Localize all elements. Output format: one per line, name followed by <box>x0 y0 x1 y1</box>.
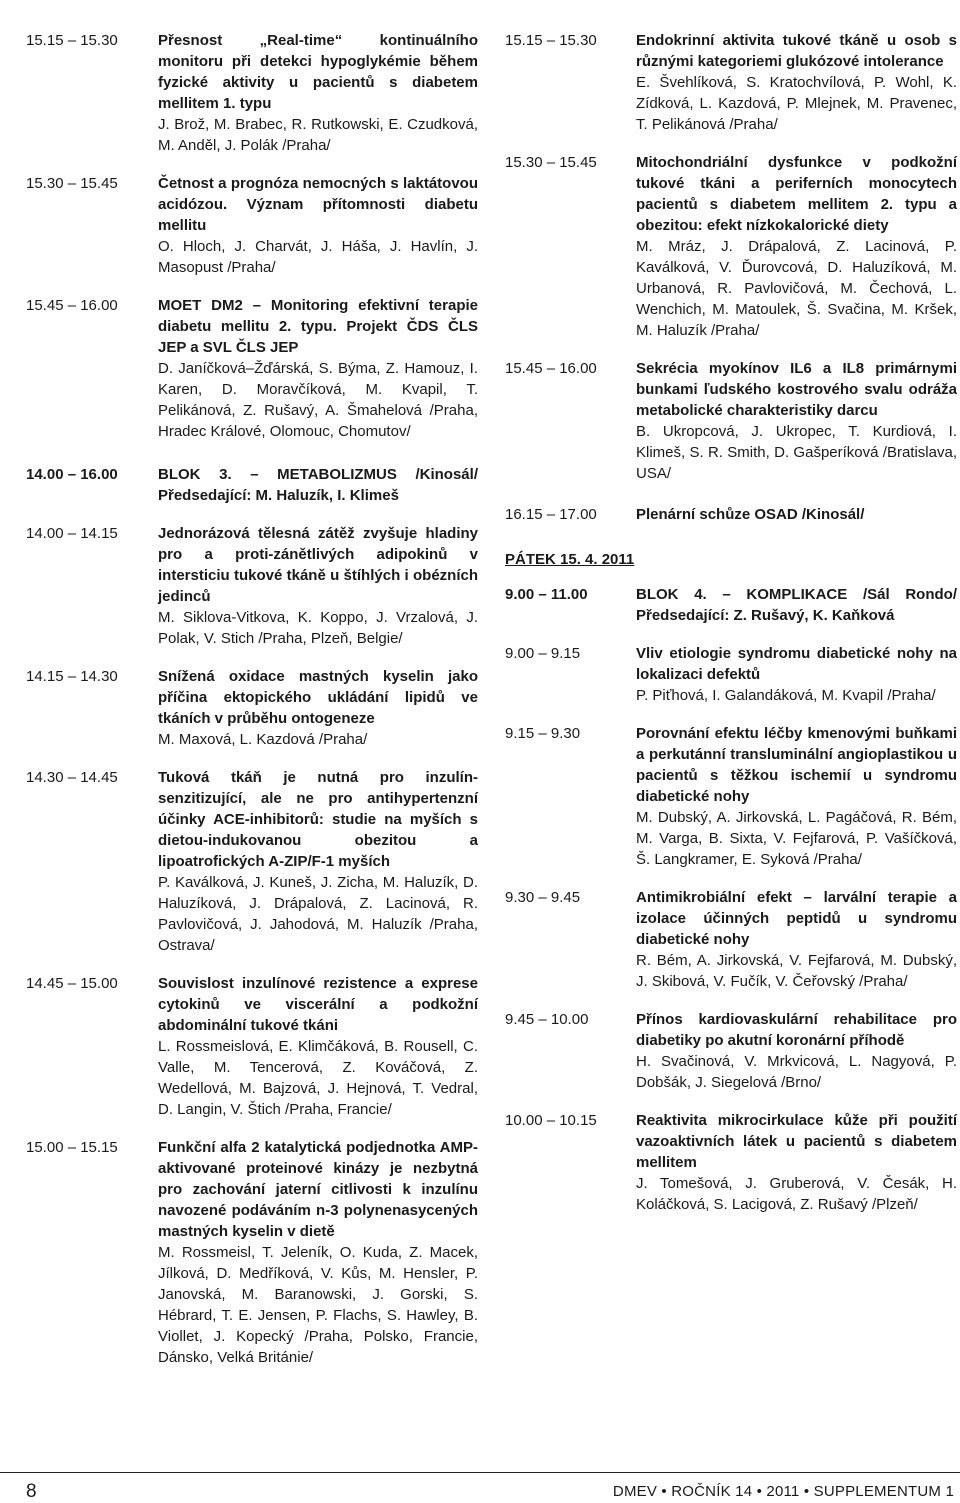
entry-title: Mitochondriální dysfunkce v podkožní tukové tkáni a periferních monocytech pacientů s diabetem mellitem 2. typu a obezitou: efekt nízkokalorické diety <box>636 154 957 234</box>
entry-time: 9.00 – 9.15 <box>505 645 581 662</box>
entry-time: 15.15 – 15.30 <box>505 32 597 49</box>
entry-authors: M. Rossmeisl, T. Jeleník, O. Kuda, Z. Macek, Jílková, D. Medříková, V. Kůs, M. Hensler, P. Janovská, M. Baranowski, J. Gorski, S. Hébrard, T. E. Jensen, P. Flachs, S. Hawley, B. Viollet, J. Kopecký /Praha, Polsko, Francie, Dánsko, Velká Británie/ <box>158 1244 478 1366</box>
entry-body <box>158 973 478 1120</box>
entry-authors: M. Mráz, J. Drápalová, Z. Lacinová, P. Kaválková, V. Ďurovcová, D. Haluzíková, M. Urbanová, R. Pavlovičová, M. Čechová, L. Wenchich, M. Matoulek, Š. Svačina, M. Kršek, M. Haluzík /Praha/ <box>636 238 957 339</box>
entry-body <box>158 295 478 442</box>
entry-body <box>636 643 957 706</box>
entry-body <box>158 523 478 649</box>
entry-body <box>158 173 478 278</box>
program-entry <box>26 173 478 278</box>
entry-authors: M. Maxová, L. Kazdová /Praha/ <box>158 731 368 748</box>
entry-body <box>636 1110 957 1215</box>
entry-body <box>636 723 957 870</box>
program-entry <box>26 30 478 156</box>
entry-title: Funkční alfa 2 katalytická podjednotka AMP-aktivované proteinové kinázy je nezbytná pro zachování jaterní citlivosti k inzulínu navozené podáváním n-3 polynenasycených mastných kyselin v dietě <box>158 1139 478 1240</box>
entry-title: Plenární schůze OSAD /Kinosál/ <box>636 506 865 523</box>
program-entry <box>505 1009 957 1093</box>
entry-time: 14.30 – 14.45 <box>26 769 118 786</box>
program-entry <box>505 504 957 525</box>
journal-info: DMEV • ROČNÍK 14 • 2011 • SUPPLEMENTUM 1 <box>612 1483 954 1500</box>
entry-body <box>158 767 478 956</box>
entry-body <box>158 464 478 506</box>
entry-body <box>158 30 478 156</box>
program-entry <box>505 643 957 706</box>
program-entry <box>505 1110 957 1215</box>
entry-time: 15.15 – 15.30 <box>26 32 118 49</box>
entry-title: BLOK 4. – KOMPLIKACE /Sál Rondo/ Předsedající: Z. Rušavý, K. Kaňková <box>636 586 957 624</box>
entry-time: 9.15 – 9.30 <box>505 725 581 742</box>
entry-authors: M. Dubský, A. Jirkovská, L. Pagáčová, R. Bém, M. Varga, B. Sixta, V. Fejfarová, P. Vašíčková, Š. Langkramer, E. Syková /Praha/ <box>636 809 957 868</box>
right-column <box>505 30 957 1232</box>
entry-time: 9.45 – 10.00 <box>505 1011 589 1028</box>
entry-body <box>158 666 478 750</box>
entry-authors: P. Kaválková, J. Kuneš, J. Zicha, M. Haluzík, D. Haluzíková, J. Drápalová, Z. Lacinová, R. Pavlovičová, J. Jahodová, M. Haluzík /Praha, Ostrava/ <box>158 874 478 954</box>
entry-time: 15.30 – 15.45 <box>26 175 118 192</box>
entry-time: 9.30 – 9.45 <box>505 889 581 906</box>
entry-title: Souvislost inzulínové rezistence a exprese cytokinů ve viscerální a podkožní abdominální tukové tkáni <box>158 975 478 1034</box>
page-footer <box>0 1472 960 1502</box>
entry-body <box>636 504 957 525</box>
entry-title: Přesnost „Real-time“ kontinuálního monitoru při detekci hypoglykémie během fyzické aktivity u pacientů s diabetem mellitem 1. typu <box>158 32 478 112</box>
entry-title: BLOK 3. – METABOLIZMUS /Kinosál/ Předsedající: M. Haluzík, I. Klimeš <box>158 466 478 504</box>
entry-title: Přínos kardiovaskulární rehabilitace pro diabetiky po akutní koronární příhodě <box>636 1011 957 1049</box>
entry-authors: H. Svačinová, V. Mrkvicová, L. Nagyová, P. Dobšák, J. Siegelová /Brno/ <box>636 1053 957 1091</box>
entry-time: 14.00 – 14.15 <box>26 525 118 542</box>
entry-title: Reaktivita mikrocirkulace kůže při použití vazoaktivních látek u pacientů s diabetem mellitem <box>636 1112 957 1171</box>
entry-time: 14.15 – 14.30 <box>26 668 118 685</box>
page-number: 8 <box>26 1481 37 1502</box>
entry-body <box>636 887 957 992</box>
entry-time: 16.15 – 17.00 <box>505 506 597 523</box>
entry-time: 15.00 – 15.15 <box>26 1139 118 1156</box>
entry-authors: E. Švehlíková, S. Kratochvílová, P. Wohl, K. Zídková, L. Kazdová, P. Mlejnek, M. Pravenec, T. Pelikánová /Praha/ <box>636 74 957 133</box>
entry-authors: D. Janíčková–Žďárská, S. Býma, Z. Hamouz, I. Karen, D. Moravčíková, M. Kvapil, T. Pelikánová, Z. Rušavý, A. Šmahelová /Praha, Hradec Králové, Olomouc, Chomutov/ <box>158 360 478 440</box>
left-column <box>26 30 478 1385</box>
program-entry <box>505 887 957 992</box>
entry-title: Četnost a prognóza nemocných s laktátovou acidózou. Význam přítomnosti diabetu mellitu <box>158 175 478 234</box>
entry-time: 14.00 – 16.00 <box>26 466 118 483</box>
entry-title: Porovnání efektu léčby kmenovými buňkami a perkutánní transluminální angioplastikou u pacientů s těžkou ischemií u syndromu diabetické nohy <box>636 725 957 805</box>
entry-body <box>636 30 957 135</box>
entry-authors: M. Siklova-Vitkova, K. Koppo, J. Vrzalová, J. Polak, V. Stich /Praha, Plzeň, Belgie/ <box>158 609 478 647</box>
entry-time: 15.45 – 16.00 <box>505 360 597 377</box>
program-entry <box>26 973 478 1120</box>
program-entry <box>26 1137 478 1368</box>
day-heading: PÁTEK 15. 4. 2011 <box>505 551 635 568</box>
entry-authors: O. Hloch, J. Charvát, J. Háša, J. Havlín, J. Masopust /Praha/ <box>158 238 478 276</box>
entry-title: MOET DM2 – Monitoring efektivní terapie diabetu mellitu 2. typu. Projekt ČDS ČLS JEP a SVL ČLS JEP <box>158 297 478 356</box>
program-entry <box>26 767 478 956</box>
session-block <box>26 464 478 506</box>
program-entry <box>505 358 957 484</box>
entry-time: 15.45 – 16.00 <box>26 297 118 314</box>
entry-body <box>158 1137 478 1368</box>
entry-authors: J. Tomešová, J. Gruberová, V. Česák, H. Koláčková, S. Lacigová, Z. Rušavý /Plzeň/ <box>636 1175 957 1213</box>
program-entry <box>26 295 478 442</box>
entry-time: 10.00 – 10.15 <box>505 1112 597 1129</box>
program-entry <box>505 723 957 870</box>
entry-time: 15.30 – 15.45 <box>505 154 597 171</box>
entry-body <box>636 584 957 626</box>
entry-authors: R. Bém, A. Jirkovská, V. Fejfarová, M. Dubský, J. Skibová, V. Fučík, V. Čeřovský /Praha/ <box>636 952 957 990</box>
entry-title: Endokrinní aktivita tukové tkáně u osob s různými kategoriemi glukózové intolerance <box>636 32 957 70</box>
entry-time: 14.45 – 15.00 <box>26 975 118 992</box>
entry-title: Antimikrobiální efekt – larvální terapie a izolace účinných peptidů u syndromu diabetické nohy <box>636 889 957 948</box>
entry-body <box>636 358 957 484</box>
entry-authors: P. Piťhová, I. Galandáková, M. Kvapil /Praha/ <box>636 687 936 704</box>
entry-title: Tuková tkáň je nutná pro inzulín-senzitizující, ale ne pro antihypertenzní účinky ACE-inhibitorů: studie na myších s dietou-indukovanou obezitou a lipoatrofických A-ZIP/F-1 myších <box>158 769 478 870</box>
session-block <box>505 584 957 626</box>
entry-title: Vliv etiologie syndromu diabetické nohy na lokalizaci defektů <box>636 645 957 683</box>
entry-authors: L. Rossmeislová, E. Klimčáková, B. Rousell, C. Valle, M. Tencerová, Z. Kováčová, Z. Wedellová, M. Bajzová, J. Hejnová, T. Vedral, D. Langin, V. Štich /Praha, Francie/ <box>158 1038 478 1118</box>
entry-body <box>636 152 957 341</box>
entry-body <box>636 1009 957 1093</box>
program-entry <box>505 152 957 341</box>
program-entry <box>26 523 478 649</box>
entry-title: Snížená oxidace mastných kyselin jako příčina ektopického ukládání lipidů ve tkáních v průběhu ontogeneze <box>158 668 478 727</box>
entry-authors: B. Ukropcová, J. Ukropec, T. Kurdiová, I. Klimeš, S. R. Smith, D. Gašperíková /Bratislava, USA/ <box>636 423 957 482</box>
entry-title: Sekrécia myokínov IL6 a IL8 primárnymi bunkami ľudského kostrového svalu odráža metabolické charakteristiky darcu <box>636 360 957 419</box>
program-entry <box>505 30 957 135</box>
entry-authors: J. Brož, M. Brabec, R. Rutkowski, E. Czudková, M. Anděl, J. Polák /Praha/ <box>158 116 478 154</box>
entry-title: Jednorázová tělesná zátěž zvyšuje hladiny pro a proti-zánětlivých adipokinů v intersticiu tukové tkáně u štíhlých i obézních jedinců <box>158 525 478 605</box>
program-entry <box>26 666 478 750</box>
entry-time: 9.00 – 11.00 <box>505 586 588 603</box>
